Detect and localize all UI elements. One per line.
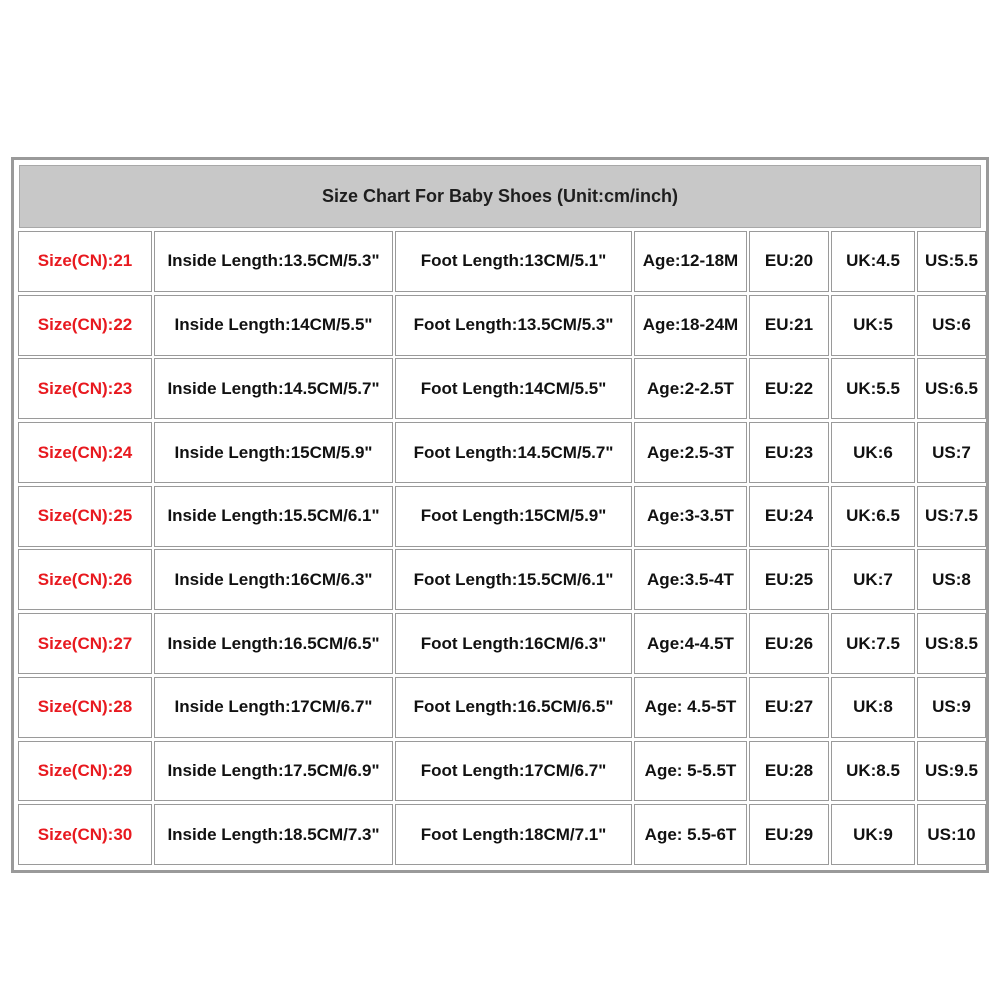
eu-size-cell: EU:25 bbox=[749, 549, 829, 610]
us-size-cell: US:10 bbox=[917, 804, 986, 865]
uk-size-cell: UK:4.5 bbox=[831, 231, 915, 292]
uk-size-cell: UK:7.5 bbox=[831, 613, 915, 674]
eu-size-cell: EU:27 bbox=[749, 677, 829, 738]
age-cell: Age:2-2.5T bbox=[634, 358, 747, 419]
us-size-cell: US:7.5 bbox=[917, 486, 986, 547]
inside-length-cell: Inside Length:18.5CM/7.3" bbox=[154, 804, 393, 865]
size-cn-cell: Size(CN):25 bbox=[18, 486, 152, 547]
us-size-cell: US:6 bbox=[917, 295, 986, 356]
inside-length-cell: Inside Length:14.5CM/5.7" bbox=[154, 358, 393, 419]
eu-size-cell: EU:20 bbox=[749, 231, 829, 292]
foot-length-cell: Foot Length:14.5CM/5.7" bbox=[395, 422, 632, 483]
foot-length-cell: Foot Length:16CM/6.3" bbox=[395, 613, 632, 674]
size-cn-cell: Size(CN):26 bbox=[18, 549, 152, 610]
inside-length-cell: Inside Length:17CM/6.7" bbox=[154, 677, 393, 738]
us-size-cell: US:8 bbox=[917, 549, 986, 610]
inside-length-cell: Inside Length:17.5CM/6.9" bbox=[154, 741, 393, 802]
uk-size-cell: UK:5 bbox=[831, 295, 915, 356]
eu-size-cell: EU:26 bbox=[749, 613, 829, 674]
inside-length-cell: Inside Length:16CM/6.3" bbox=[154, 549, 393, 610]
age-cell: Age: 5.5-6T bbox=[634, 804, 747, 865]
chart-title: Size Chart For Baby Shoes (Unit:cm/inch) bbox=[19, 165, 981, 228]
us-size-cell: US:9 bbox=[917, 677, 986, 738]
foot-length-cell: Foot Length:16.5CM/6.5" bbox=[395, 677, 632, 738]
size-cn-cell: Size(CN):29 bbox=[18, 741, 152, 802]
uk-size-cell: UK:8.5 bbox=[831, 741, 915, 802]
size-table bbox=[18, 231, 982, 868]
uk-size-cell: UK:6.5 bbox=[831, 486, 915, 547]
uk-size-cell: UK:6 bbox=[831, 422, 915, 483]
age-cell: Age:3.5-4T bbox=[634, 549, 747, 610]
us-size-cell: US:8.5 bbox=[917, 613, 986, 674]
size-cn-cell: Size(CN):21 bbox=[18, 231, 152, 292]
age-cell: Age:3-3.5T bbox=[634, 486, 747, 547]
size-cn-cell: Size(CN):30 bbox=[18, 804, 152, 865]
eu-size-cell: EU:24 bbox=[749, 486, 829, 547]
size-chart bbox=[11, 157, 989, 873]
eu-size-cell: EU:21 bbox=[749, 295, 829, 356]
age-cell: Age:2.5-3T bbox=[634, 422, 747, 483]
foot-length-cell: Foot Length:15CM/5.9" bbox=[395, 486, 632, 547]
eu-size-cell: EU:29 bbox=[749, 804, 829, 865]
foot-length-cell: Foot Length:13.5CM/5.3" bbox=[395, 295, 632, 356]
foot-length-cell: Foot Length:18CM/7.1" bbox=[395, 804, 632, 865]
size-cn-cell: Size(CN):24 bbox=[18, 422, 152, 483]
inside-length-cell: Inside Length:13.5CM/5.3" bbox=[154, 231, 393, 292]
us-size-cell: US:6.5 bbox=[917, 358, 986, 419]
us-size-cell: US:5.5 bbox=[917, 231, 986, 292]
inside-length-cell: Inside Length:15.5CM/6.1" bbox=[154, 486, 393, 547]
us-size-cell: US:9.5 bbox=[917, 741, 986, 802]
foot-length-cell: Foot Length:15.5CM/6.1" bbox=[395, 549, 632, 610]
inside-length-cell: Inside Length:16.5CM/6.5" bbox=[154, 613, 393, 674]
eu-size-cell: EU:22 bbox=[749, 358, 829, 419]
inside-length-cell: Inside Length:14CM/5.5" bbox=[154, 295, 393, 356]
foot-length-cell: Foot Length:17CM/6.7" bbox=[395, 741, 632, 802]
uk-size-cell: UK:5.5 bbox=[831, 358, 915, 419]
size-cn-cell: Size(CN):28 bbox=[18, 677, 152, 738]
age-cell: Age: 5-5.5T bbox=[634, 741, 747, 802]
size-cn-cell: Size(CN):23 bbox=[18, 358, 152, 419]
inside-length-cell: Inside Length:15CM/5.9" bbox=[154, 422, 393, 483]
foot-length-cell: Foot Length:13CM/5.1" bbox=[395, 231, 632, 292]
uk-size-cell: UK:9 bbox=[831, 804, 915, 865]
age-cell: Age:12-18M bbox=[634, 231, 747, 292]
age-cell: Age:18-24M bbox=[634, 295, 747, 356]
size-cn-cell: Size(CN):22 bbox=[18, 295, 152, 356]
uk-size-cell: UK:7 bbox=[831, 549, 915, 610]
age-cell: Age:4-4.5T bbox=[634, 613, 747, 674]
eu-size-cell: EU:23 bbox=[749, 422, 829, 483]
foot-length-cell: Foot Length:14CM/5.5" bbox=[395, 358, 632, 419]
eu-size-cell: EU:28 bbox=[749, 741, 829, 802]
size-cn-cell: Size(CN):27 bbox=[18, 613, 152, 674]
uk-size-cell: UK:8 bbox=[831, 677, 915, 738]
age-cell: Age: 4.5-5T bbox=[634, 677, 747, 738]
us-size-cell: US:7 bbox=[917, 422, 986, 483]
